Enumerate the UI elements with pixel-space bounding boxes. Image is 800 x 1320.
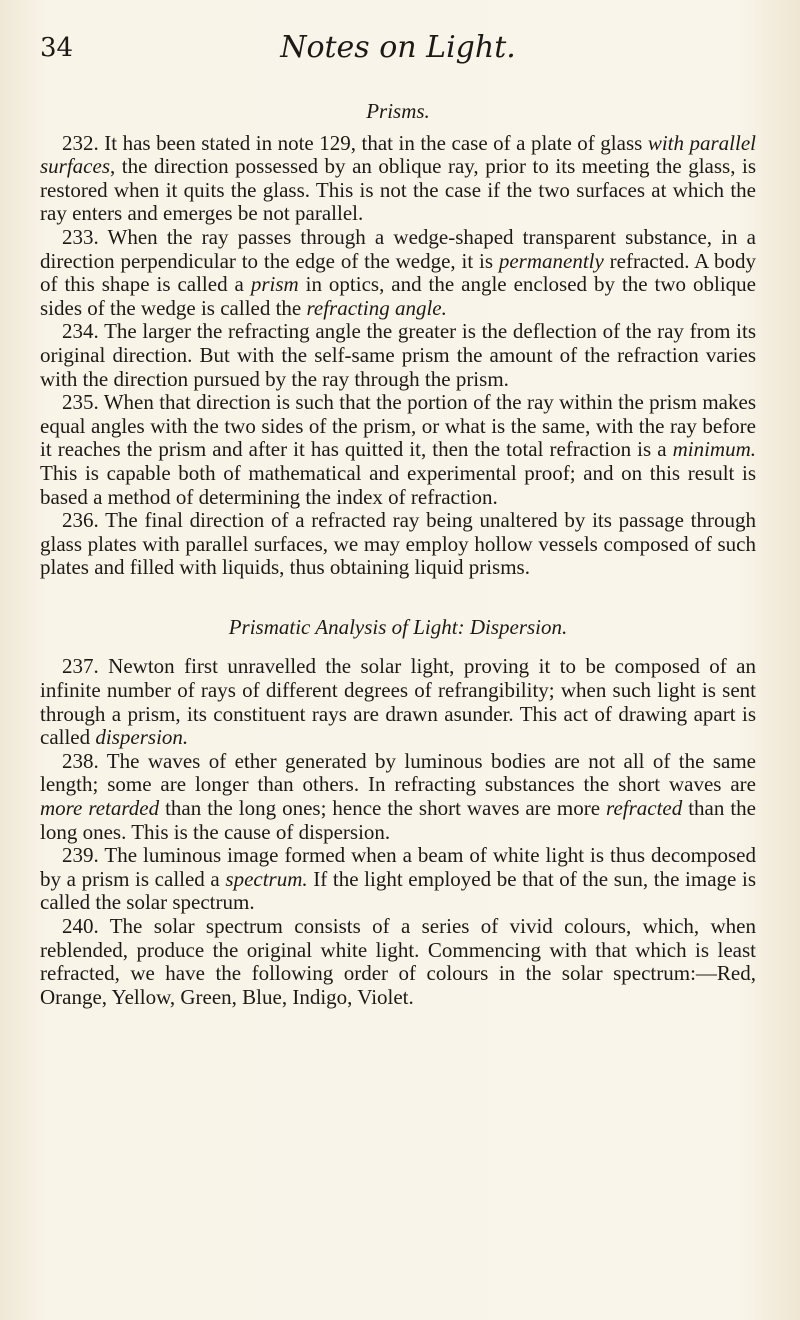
paragraph-number: 234.	[62, 319, 99, 344]
text-run: If the light employed be that of the sun, the image is called the solar spectrum.	[40, 866, 756, 915]
text-run: than the long ones; hence the short waves are more	[159, 796, 607, 821]
italic-term: refracted	[606, 796, 683, 821]
text-run: The waves of ether generated by luminous bodies are not all of the same length; some are longer than others. In refracting substances the short waves are	[40, 748, 756, 797]
text-run: refracted. A body of this shape is called a	[40, 248, 756, 297]
section-heading: Prisms.	[366, 99, 430, 123]
paragraph-240	[40, 915, 756, 1009]
italic-term: refracting angle.	[306, 295, 447, 320]
paragraph-232	[40, 132, 756, 226]
italic-term: permanently	[498, 248, 604, 273]
paragraph-number: 232.	[62, 130, 99, 155]
paragraph-number: 239.	[62, 843, 99, 868]
italic-term: prism	[250, 272, 299, 297]
text-run: When the ray passes through a wedge-shaped transparent substance, in a direction perpendicular to the edge of the wedge, it is	[40, 224, 756, 273]
page-header	[40, 30, 756, 70]
paragraph-number: 235.	[62, 390, 99, 415]
paragraph-238	[40, 750, 756, 844]
text-run: The solar spectrum consists of a series of vivid colours, which, when reblended, produce the original white light. Commencing with that which is least refracted, we have the following order of colours in the solar spectrum:—Red, Orange, Yellow, Green, Blue, Indigo, Violet.	[40, 914, 757, 1009]
italic-term: minimum.	[672, 437, 756, 462]
paragraph-235	[40, 391, 756, 509]
paragraph-number: 236.	[62, 508, 99, 533]
page-number: 34	[40, 33, 74, 63]
section-heading: Prismatic Analysis of Light: Dispersion.	[228, 614, 568, 639]
paragraph-233	[40, 226, 756, 320]
body-text	[40, 100, 756, 1009]
paragraph-239	[40, 844, 756, 915]
paragraph-234	[40, 320, 756, 391]
paragraph-236	[40, 509, 756, 580]
text-run: When that direction is such that the portion of the ray within the prism makes equal angles with the two sides of the prism, or what is the same, with the ray before it reaches the prism and after it has quitted it, then the total refraction is a	[40, 390, 756, 462]
paragraph-number: 238.	[62, 748, 99, 773]
italic-term: more retarded	[40, 796, 160, 821]
text-run: , the direction possessed by an oblique ray, prior to its meeting the glass, is restored when it quits the glass. This is not the case if the two surfaces at which the ray enters and emerges be not parallel.	[40, 154, 756, 226]
text-run: The luminous image formed when a beam of white light is thus decomposed by a prism is called a	[40, 843, 756, 891]
paragraph-237	[40, 655, 756, 749]
paragraph-number: 237.	[62, 654, 99, 679]
text-run: This is capable both of mathematical and experimental proof; and on this result is based a method of determining the index of refraction.	[40, 460, 756, 509]
paragraph-number: 240.	[62, 914, 99, 938]
text-run: Newton first unravelled the solar light, proving it to be composed of an infinite number of rays of different degrees of refrangibility; when such light is sent through a prism, its constituent rays are drawn asunder. This act of drawing apart is called	[40, 654, 756, 750]
paragraph-number: 233.	[62, 224, 99, 249]
text-run: than the long ones. This is the cause of dispersion.	[40, 796, 756, 844]
italic-term: with parallel surfaces	[40, 130, 756, 179]
text-run: The larger the refracting angle the greater is the deflection of the ray from its original direction. But with the self-same prism the amount of the refraction varies with the direction pursued by the ray through the prism.	[40, 319, 756, 391]
text-run: The final direction of a refracted ray being unaltered by its passage through glass plates with parallel surfaces, we may employ hollow vessels composed of such plates and filled with liquids, thus obtaining liquid prisms.	[40, 508, 756, 580]
italic-term: spectrum.	[225, 866, 308, 891]
italic-term: dispersion.	[95, 725, 189, 750]
running-title: Notes on Light.	[280, 30, 516, 65]
text-run: It has been stated in note 129, that in the case of a plate of glass	[104, 130, 648, 155]
text-run: in optics, and the angle enclosed by the two oblique sides of the wedge is called the	[40, 272, 756, 320]
